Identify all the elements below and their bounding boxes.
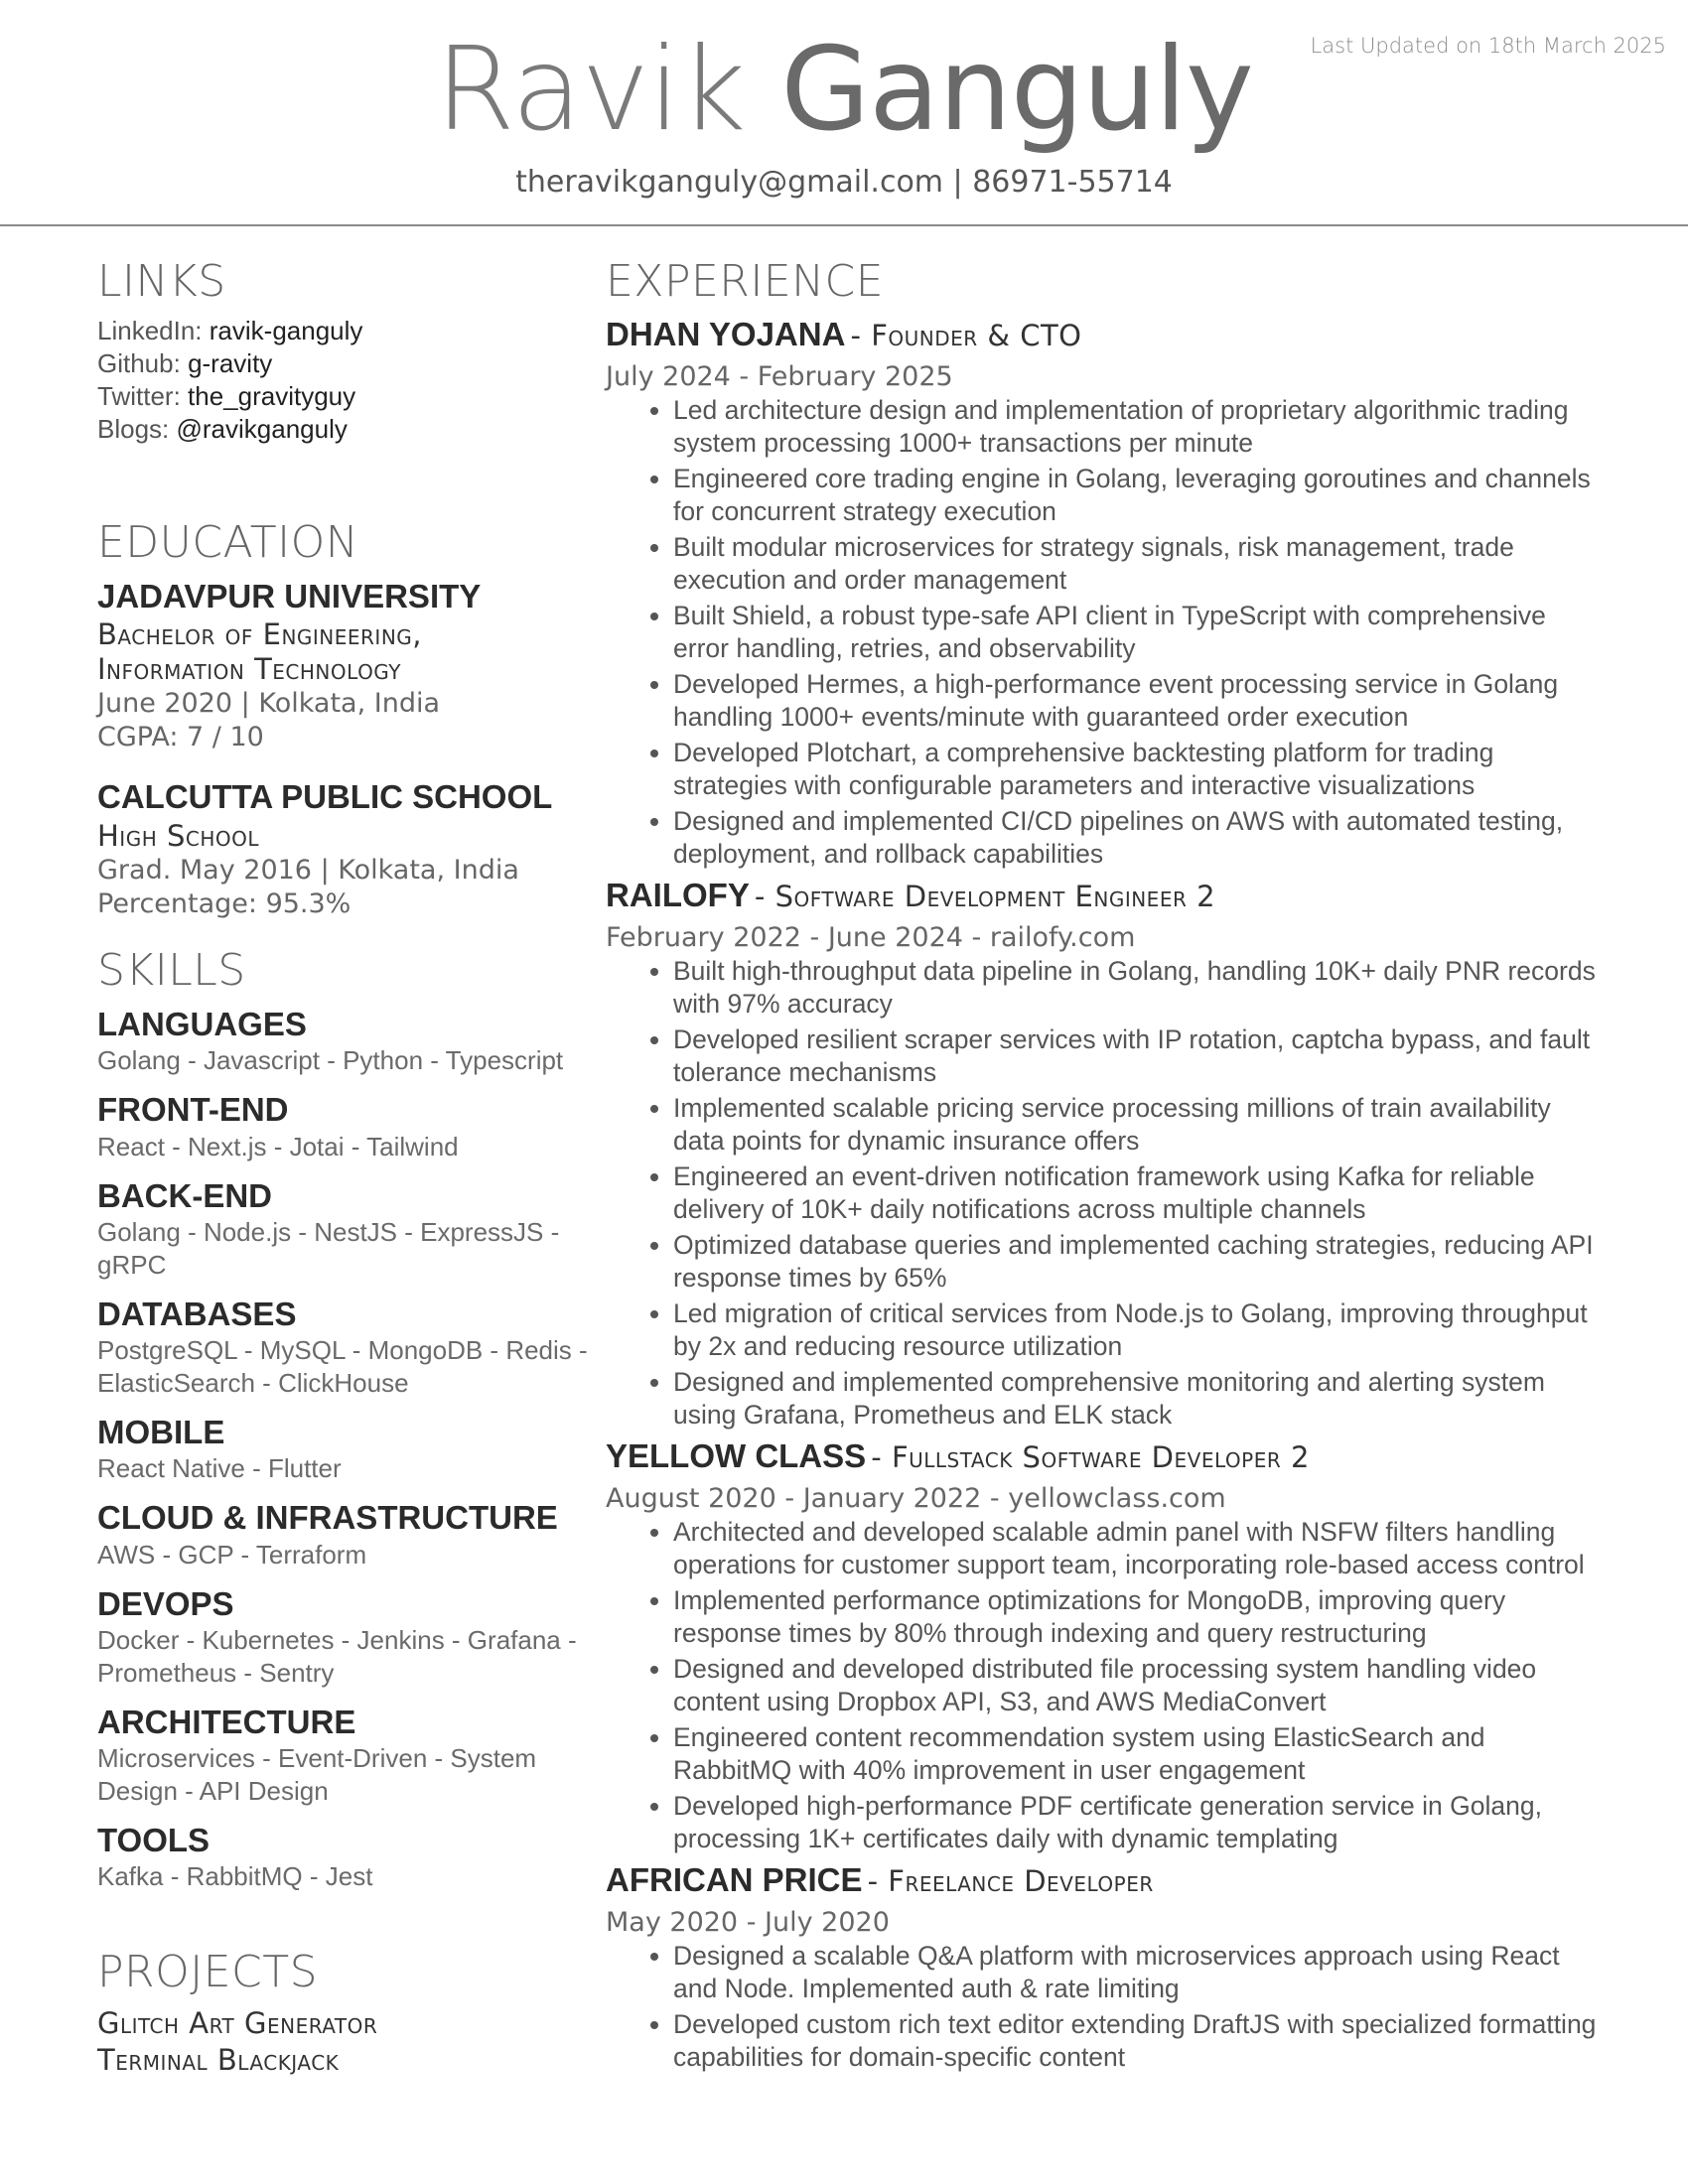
link-linkedin[interactable] [97,315,604,347]
contact-info: theravikganguly@gmail.com | 86971-55714 [515,165,1173,200]
degree: High School [97,819,259,854]
skill-items: React - Next.js - Jotai - Tailwind [97,1131,459,1161]
last-updated: Last Updated on 18th March 2025 [1310,34,1666,58]
skill-items: PostgreSQL - MySQL - MongoDB - Redis - ElasticSearch - ClickHouse [97,1335,588,1399]
job-role: - Software Development Engineer 2 [754,879,1216,913]
company-name: DHAN YOJANA [606,315,846,352]
link-value[interactable]: @ravikganguly [176,413,348,444]
skill-category: CLOUD & INFRASTRUCTURE [97,1499,558,1537]
degree: Information Technology [97,652,402,687]
education-section [97,517,604,922]
skill-items: AWS - GCP - Terraform [97,1539,367,1570]
link-value[interactable]: ravik-ganguly [209,315,363,345]
links-section [97,256,604,446]
link-github[interactable] [97,347,604,380]
job-period: February 2022 - June 2024 - railofy.com [606,921,1136,953]
link-label: Blogs: [97,413,170,444]
date-location: Grad. May 2016 | Kolkata, India [97,855,519,887]
list-item: • Developed high-performance PDF certificate generation service in Golang, processing 1K+ certificates daily with dynamic templating [673,1790,1609,1856]
section-title-links: LINKS [97,256,226,307]
job-period: July 2024 - February 2025 [606,360,953,392]
degree: Bachelor of Engineering, [97,617,423,652]
last-name: Ganguly [780,23,1253,157]
skill-category: DATABASES [97,1295,297,1332]
projects-section [97,1947,604,2079]
skill-items: Kafka - RabbitMQ - Jest [97,1861,373,1892]
list-item: • Implemented scalable pricing service processing millions of train availability data points for dynamic insurance offers [673,1092,1609,1159]
skill-category: BACK-END [97,1176,272,1214]
list-item: • Designed and developed distributed file processing system handling video content using Dropbox API, S3, and AWS MediaConvert [673,1653,1609,1719]
skill-items: Golang - Javascript - Python - Typescript [97,1045,564,1076]
link-label: Github: [97,347,181,378]
list-item: • Led migration of critical services from Node.js to Golang, improving throughput by 2x and reducing resource utilization [673,1297,1609,1364]
job-entry [606,1860,1609,2075]
list-item: • Designed and implemented comprehensive monitoring and alerting system using Grafana, Prometheus and ELK stack [673,1366,1609,1433]
skill-category: DEVOPS [97,1584,234,1622]
education-entry [97,776,604,921]
skill-items: Microservices - Event-Driven - System Design - API Design [97,1743,537,1807]
list-item: • Developed Hermes, a high-performance event processing service in Golang handling 1000+ events/minute with guaranteed order execution [673,668,1609,735]
job-header [606,876,1609,921]
job-header [606,1860,1609,1906]
date-location: June 2020 | Kolkata, India [97,688,441,720]
company-name: AFRICAN PRICE [606,1860,863,1898]
skill-category: TOOLS [97,1822,211,1859]
page-title [0,23,1688,157]
skill-items: React Native - Flutter [97,1453,342,1484]
list-item: • Built Shield, a robust type-safe API client in TypeScript with comprehensive error handling, retries, and observability [673,600,1609,666]
list-item: • Built modular microservices for strategy signals, risk management, trade execution and order management [673,531,1609,598]
job-entry [606,315,1609,872]
skill-category: ARCHITECTURE [97,1703,356,1740]
list-item: • Engineered content recommendation system using ElasticSearch and RabbitMQ with 40% improvement in user engagement [673,1721,1609,1788]
job-bullets [606,394,1609,872]
link-value[interactable]: g-ravity [188,347,273,378]
skill-items: Golang - Node.js - NestJS - ExpressJS - gRPC [97,1216,560,1280]
company-name: RAILOFY [606,876,750,913]
skill-items: Docker - Kubernetes - Jenkins - Grafana - Prometheus - Sentry [97,1624,577,1688]
section-title-projects: PROJECTS [97,1947,319,1998]
job-entry [606,1436,1609,1856]
section-title-skills: SKILLS [97,945,246,997]
job-role: - Founder & CTO [850,318,1082,352]
job-bullets [606,1516,1609,1856]
company-name: YELLOW CLASS [606,1436,867,1474]
list-item: • Engineered an event-driven notification framework using Kafka for reliable delivery of 10K+ daily notifications across multiple channels [673,1160,1609,1227]
list-item: • Developed resilient scraper services with IP rotation, captcha bypass, and fault tolerance mechanisms [673,1024,1609,1090]
job-entry [606,876,1609,1433]
job-period: August 2020 - January 2022 - yellowclass.com [606,1482,1226,1514]
job-role: - Fullstack Software Developer 2 [871,1439,1310,1474]
link-label: LinkedIn: [97,315,203,345]
list-item: • Developed custom rich text editor extending DraftJS with specialized formatting capabilities for domain-specific content [673,2008,1609,2075]
header-divider [0,224,1688,226]
section-title-experience: EXPERIENCE [606,256,885,307]
skills-section [97,945,604,1893]
school-name: JADAVPUR UNIVERSITY [97,577,482,614]
list-item: • Designed a scalable Q&A platform with microservices approach using React and Node. Implemented auth & rate limiting [673,1940,1609,2006]
job-bullets [606,1940,1609,2075]
link-blogs[interactable] [97,413,604,446]
job-period: May 2020 - July 2020 [606,1906,890,1938]
list-item: • Implemented performance optimizations for MongoDB, improving query response times by 80% through indexing and query restructuring [673,1584,1609,1651]
left-column [97,256,604,2079]
education-entry [97,576,604,755]
link-label: Twitter: [97,380,181,411]
list-item: • Led architecture design and implementation of proprietary algorithmic trading system processing 1000+ transactions per minute [673,394,1609,461]
score: Percentage: 95.3% [97,888,352,920]
project-item: Terminal Blackjack [97,2043,340,2078]
job-role: - Freelance Developer [867,1863,1154,1898]
skill-category: FRONT-END [97,1091,289,1129]
list-item: • Engineered core trading engine in Golang, leveraging goroutines and channels for concurrent strategy execution [673,463,1609,529]
skill-category: MOBILE [97,1414,225,1451]
score: CGPA: 7 / 10 [97,722,264,753]
link-twitter[interactable] [97,380,604,413]
job-bullets [606,955,1609,1433]
job-header [606,1436,1609,1482]
list-item: • Built high-throughput data pipeline in Golang, handling 10K+ daily PNR records with 97% accuracy [673,955,1609,1022]
list-item: • Developed Plotchart, a comprehensive backtesting platform for trading strategies with configurable parameters and interactive visualizations [673,737,1609,803]
list-item: • Designed and implemented CI/CD pipelines on AWS with automated testing, deployment, and rollback capabilities [673,805,1609,872]
link-value[interactable]: the_gravityguy [188,380,356,411]
school-name: CALCUTTA PUBLIC SCHOOL [97,778,553,816]
list-item: • Architected and developed scalable admin panel with NSFW filters handling operations for customer support team, incorporating role-based access control [673,1516,1609,1582]
first-name: Ravik [435,23,746,157]
project-item: Glitch Art Generator [97,2006,378,2041]
right-column [606,256,1609,2079]
job-header [606,315,1609,360]
section-title-education: EDUCATION [97,516,359,568]
skill-category: LANGUAGES [97,1006,307,1043]
list-item: • Optimized database queries and implemented caching strategies, reducing API response times by 65% [673,1229,1609,1296]
